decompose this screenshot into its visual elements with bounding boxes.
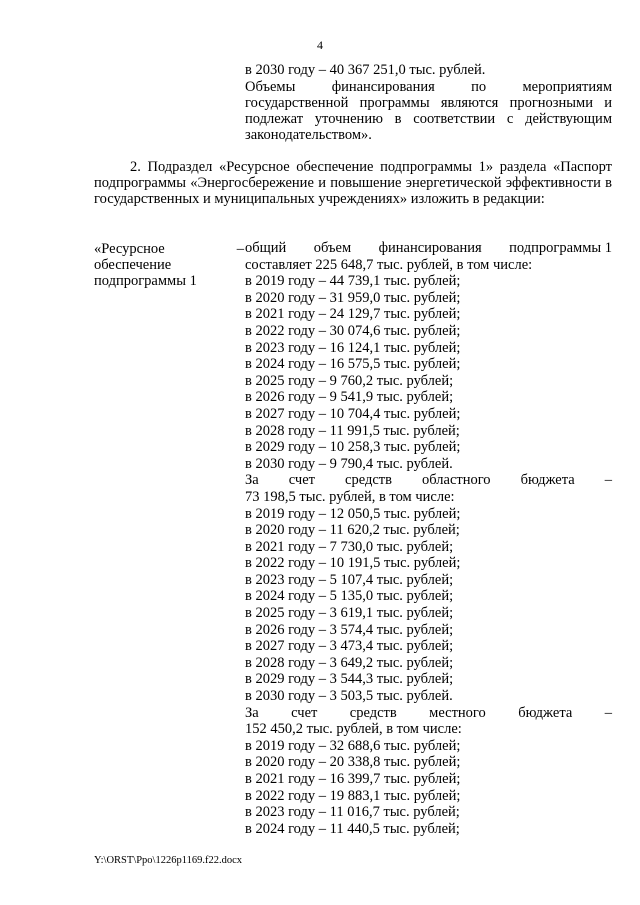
- left-label: [94, 241, 244, 289]
- total-year-line: в 2025 году – 9 760,2 тыс. рублей;: [245, 372, 454, 389]
- regional-word: средств: [345, 472, 392, 489]
- total-year-line: в 2022 году – 30 074,6 тыс. рублей;: [245, 322, 461, 339]
- local-year-line: в 2020 году – 20 338,8 тыс. рублей;: [245, 754, 461, 771]
- local-year-line: в 2023 году – 11 016,7 тыс. рублей;: [245, 804, 460, 821]
- page-number: 4: [317, 38, 323, 52]
- regional-word: областного: [422, 472, 491, 489]
- local-word: –: [604, 704, 612, 721]
- regional-line-a: [245, 472, 612, 489]
- regional-word: За: [245, 472, 259, 489]
- local-word: счет: [291, 704, 318, 721]
- regional-year-line: в 2024 году – 5 135,0 тыс. рублей;: [245, 588, 454, 605]
- regional-year-line: в 2023 году – 5 107,4 тыс. рублей;: [245, 571, 454, 588]
- left-label-dash: –: [236, 241, 244, 257]
- left-label-row1: [94, 241, 244, 257]
- regional-year-line: в 2021 году – 7 730,0 тыс. рублей;: [245, 538, 454, 555]
- local-word: бюджета: [518, 704, 573, 721]
- top-paragraph: Объемы финансирования по мероприятиям государственной программы являются прогнозными и подлежат уточнению в соответствии с действующим законодательством».: [245, 78, 612, 143]
- top-line-2030: в 2030 году – 40 367 251,0 тыс. рублей.: [245, 62, 486, 78]
- local-line-a: [245, 705, 612, 722]
- local-word: За: [245, 704, 259, 721]
- total-year-line: в 2021 году – 24 129,7 тыс. рублей;: [245, 306, 461, 323]
- total-word: объем: [313, 240, 352, 256]
- total-year-line: в 2024 году – 16 575,5 тыс. рублей;: [245, 356, 461, 373]
- total-year-line: в 2019 году – 44 739,1 тыс. рублей;: [245, 273, 461, 290]
- funding-list: [245, 240, 612, 837]
- regional-year-line: в 2029 году – 3 544,3 тыс. рублей;: [245, 671, 454, 688]
- total-year-line: в 2029 году – 10 258,3 тыс. рублей;: [245, 439, 461, 456]
- local-word: средств: [349, 704, 397, 721]
- local-line-b: 152 450,2 тыс. рублей, в том числе:: [245, 721, 462, 738]
- local-year-line: в 2021 году – 16 399,7 тыс. рублей;: [245, 771, 461, 787]
- regional-year-line: в 2030 году – 3 503,5 тыс. рублей.: [245, 688, 453, 705]
- local-word: местного: [429, 704, 486, 721]
- footer-file-path: Y:\ORST\Ppo\1226p1169.f22.docx: [94, 855, 242, 866]
- total-word: финансирования: [378, 240, 482, 256]
- left-label-word3: подпрограммы 1: [94, 273, 197, 289]
- regional-year-line: в 2028 году – 3 649,2 тыс. рублей;: [245, 654, 454, 671]
- total-year-line: в 2023 году – 16 124,1 тыс. рублей;: [245, 339, 461, 356]
- local-year-line: в 2019 году – 32 688,6 тыс. рублей;: [245, 737, 461, 754]
- total-year-line: в 2027 году – 10 704,4 тыс. рублей;: [245, 405, 461, 422]
- total-year-line: в 2028 году – 11 991,5 тыс. рублей;: [245, 422, 460, 439]
- total-line-a: [245, 240, 612, 257]
- regional-year-line: в 2022 году – 10 191,5 тыс. рублей;: [245, 555, 461, 572]
- total-word: подпрограммы 1: [509, 240, 612, 256]
- regional-year-line: в 2026 году – 3 574,4 тыс. рублей;: [245, 621, 454, 638]
- regional-word: –: [604, 472, 612, 489]
- left-label-word1: «Ресурсное: [94, 241, 165, 257]
- local-years: [245, 738, 612, 838]
- regional-years: [245, 506, 612, 705]
- left-label-word2: обеспечение: [94, 257, 172, 273]
- total-year-line: в 2020 году – 31 959,0 тыс. рублей;: [245, 289, 461, 306]
- local-year-line: в 2022 году – 19 883,1 тыс. рублей;: [245, 787, 461, 804]
- section-2-text: 2. Подраздел «Ресурсное обеспечение подпрограммы 1» раздела «Паспорт подпрограммы «Энергосбережение и повышение энергетической эффективности в государственных и муниципальных учреждениях» изложить в редакции:: [94, 159, 612, 207]
- section-2-paragraph: [94, 159, 612, 207]
- regional-year-line: в 2019 году – 12 050,5 тыс. рублей;: [245, 505, 461, 522]
- regional-word: бюджета: [520, 472, 575, 489]
- regional-word: счет: [288, 472, 315, 489]
- top-block: [245, 62, 612, 143]
- total-years: [245, 273, 612, 472]
- total-year-line: в 2026 году – 9 541,9 тыс. рублей;: [245, 389, 454, 406]
- regional-year-line: в 2020 году – 11 620,2 тыс. рублей;: [245, 522, 460, 539]
- total-line-b: составляет 225 648,7 тыс. рублей, в том числе:: [245, 256, 533, 273]
- regional-year-line: в 2027 году – 3 473,4 тыс. рублей;: [245, 638, 454, 655]
- local-year-line: в 2024 году – 11 440,5 тыс. рублей;: [245, 820, 460, 837]
- total-word: общий: [245, 240, 287, 256]
- regional-year-line: в 2025 году – 3 619,1 тыс. рублей;: [245, 605, 454, 622]
- regional-line-b: 73 198,5 тыс. рублей, в том числе:: [245, 488, 455, 505]
- total-year-line: в 2030 году – 9 790,4 тыс. рублей.: [245, 455, 453, 472]
